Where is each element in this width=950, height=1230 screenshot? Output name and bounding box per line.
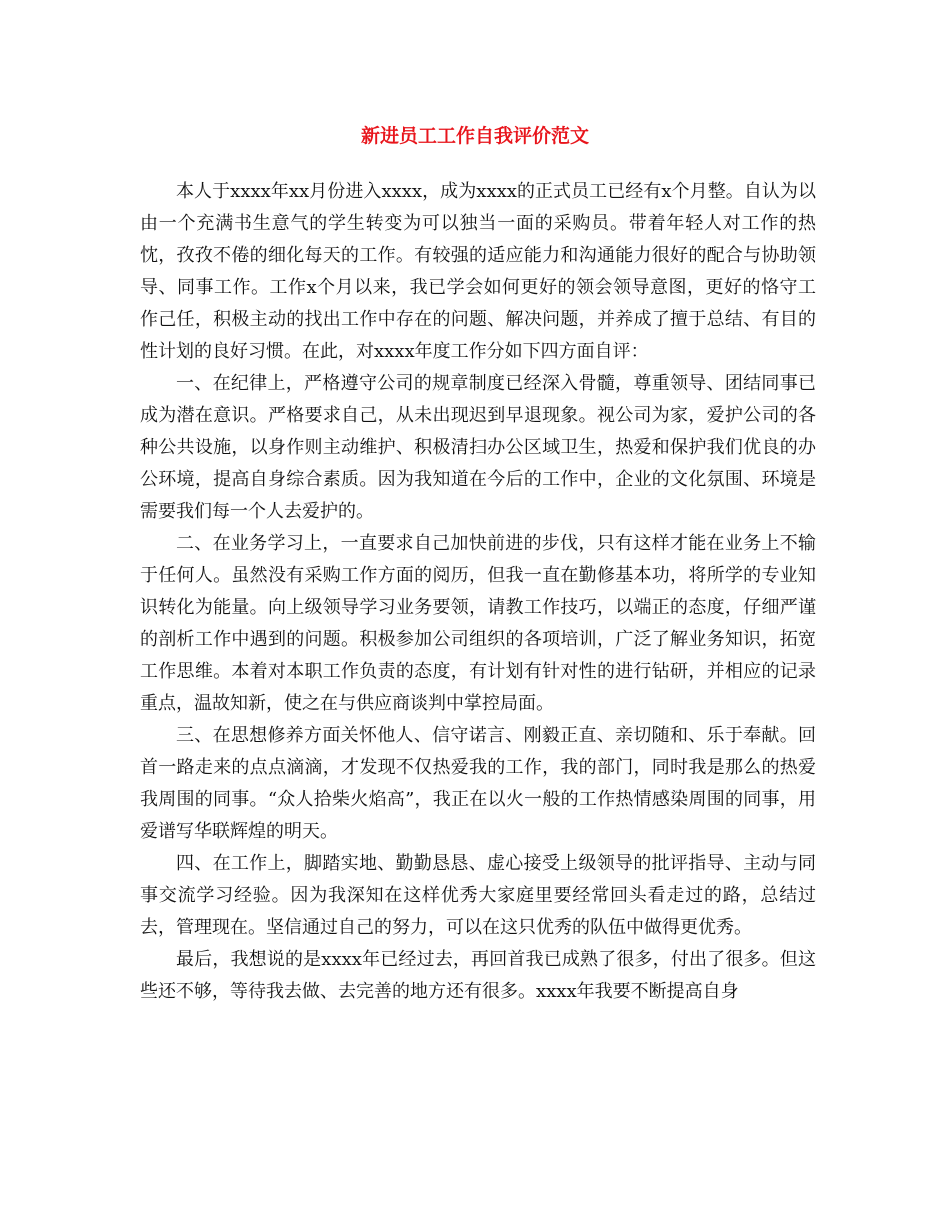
paragraph-ideology: 三、在思想修养方面关怀他人、信守诺言、刚毅正直、亲切随和、乐于奉献。回首一路走来的点点滴滴，才发现不仅热爱我的工作，我的部门，同时我是那么的热爱我周围的同事。“众人拾柴火焰高”，我正在以火一般的工作热情感染周围的同事，用爱谱写华联辉煌的明天。 (140, 725, 816, 842)
paragraph-discipline: 一、在纪律上，严格遵守公司的规章制度已经深入骨髓，尊重领导、团结同事已成为潜在意识。严格要求自己，从未出现迟到早退现象。视公司为家，爱护公司的各种公共设施，以身作则主动维护、积极清扫办公区域卫生，热爱和保护我们优良的办公环境，提高自身综合素质。因为我知道在今后的工作中，企业的文化氛围、环境是需要我们每一个人去爱护的。 (140, 373, 816, 522)
paragraph-intro: 本人于xxxx年xx月份进入xxxx，成为xxxx的正式员工已经有x个月整。自认为以由一个充满书生意气的学生转变为可以独当一面的采购员。带着年轻人对工作的热忱，孜孜不倦的细化每天的工作。有较强的适应能力和沟通能力很好的配合与协助领导、同事工作。工作x个月以来，我已学会如何更好的领会领导意图，更好的恪守工作己任，积极主动的找出工作中存在的问题、解决问题，并养成了擅于总结、有目的性计划的良好习惯。在此，对xxxx年度工作分如下四方面自评： (140, 181, 816, 362)
paragraph-work: 四、在工作上，脚踏实地、勤勤恳恳、虚心接受上级领导的批评指导、主动与同事交流学习经验。因为我深知在这样优秀大家庭里要经常回头看走过的路，总结过去，管理现在。坚信通过自己的努力，可以在这只优秀的队伍中做得更优秀。 (140, 853, 816, 938)
document-title: 新进员工工作自我评价范文 (360, 125, 589, 147)
paragraph-closing: 最后，我想说的是xxxx年已经过去，再回首我已成熟了很多，付出了很多。但这些还不够，等待我去做、去完善的地方还有很多。xxxx年我要不断提高自身 (140, 949, 816, 1002)
document-body (140, 176, 816, 1008)
paragraph-business-study: 二、在业务学习上，一直要求自己加快前进的步伐，只有这样才能在业务上不输于任何人。虽然没有采购工作方面的阅历，但我一直在勤修基本功，将所学的专业知识转化为能量。向上级领导学习业务要领，请教工作技巧，以端正的态度，仔细严谨的剖析工作中遇到的问题。积极参加公司组织的各项培训，广泛了解业务知识，拓宽工作思维。本着对本职工作负责的态度，有计划有针对性的进行钻研，并相应的记录重点，温故知新，使之在与供应商谈判中掌控局面。 (140, 533, 816, 714)
